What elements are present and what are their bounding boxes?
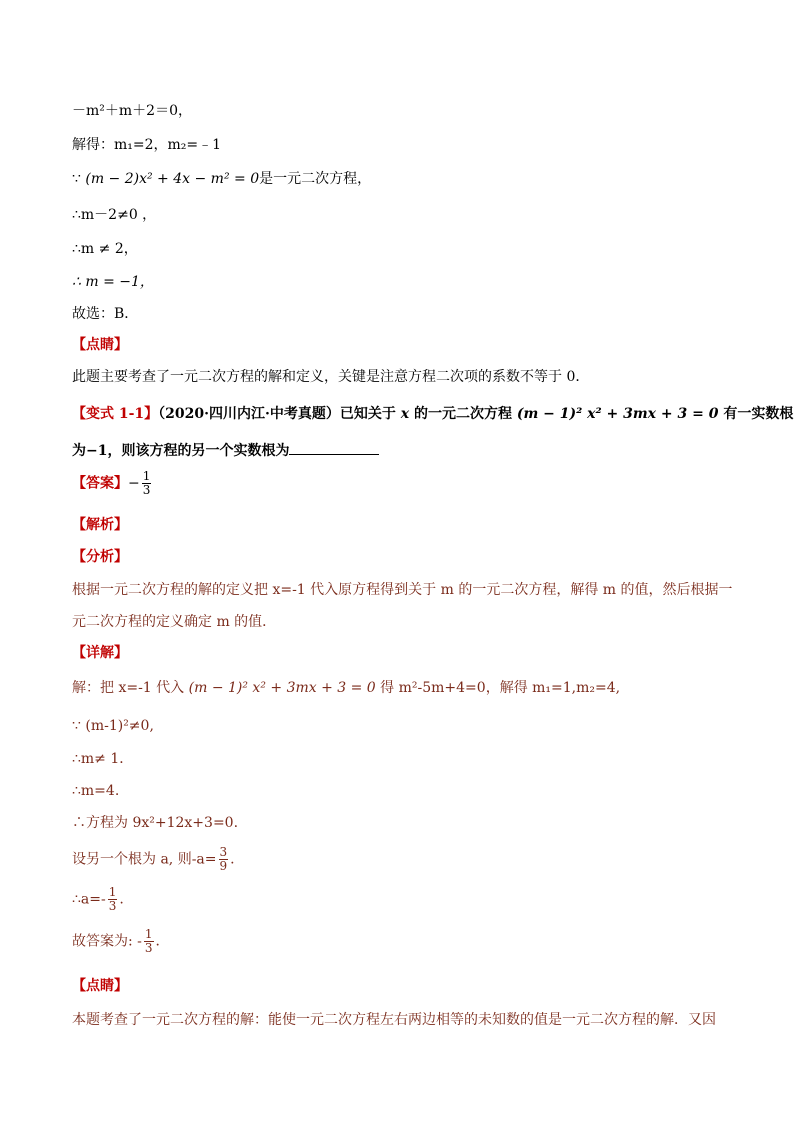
detail-line [72, 716, 732, 736]
text: 此题主要考查了一元二次方程的解和定义，关键是注意方程二次项的系数不等于 0． [72, 369, 590, 385]
detail-line [72, 886, 732, 913]
text: 得 m²-5m+4=0，解得 m₁=1,m₂=4, [375, 680, 621, 696]
detail-line [72, 846, 732, 873]
condition-line [72, 169, 732, 189]
comment-line [72, 1010, 732, 1030]
heading-text: 【分析】 [72, 549, 128, 565]
text: 有一实数根 [718, 406, 794, 422]
question-line [72, 404, 794, 424]
equation: (m − 1)² x² + 3mx + 3 = 0 [188, 680, 376, 696]
answer-blank [289, 440, 379, 455]
equation-line [72, 101, 732, 121]
section-heading [72, 976, 732, 996]
text: ∵ (m-1)²≠0, [72, 718, 154, 734]
text: 元二次方程的定义确定 m 的值． [72, 614, 277, 630]
answer-label: 【答案】 [72, 475, 128, 492]
text: 的一元二次方程 [409, 406, 517, 422]
equation: (m − 2)x² + 4x − m² = 0 [85, 171, 260, 187]
text: 故选：B． [72, 306, 139, 322]
text: 本题考查了一元二次方程的解：能使一元二次方程左右两边相等的未知数的值是一元二次方程的解．又因 [72, 1012, 716, 1028]
text: ∴ m = −1， [72, 274, 154, 290]
section-heading [72, 335, 732, 355]
answer-line [72, 470, 732, 497]
text: 设另一个根为 a, 则-a= [72, 851, 217, 868]
heading-text: 【解析】 [72, 517, 128, 533]
text: 是一元二次方程， [259, 171, 372, 187]
question-line [72, 440, 732, 461]
because-symbol: ∵ [72, 171, 86, 187]
text: 解：把 x=-1 代入 [72, 680, 189, 696]
text: 根据一元二次方程的解的定义把 x=-1 代入原方程得到关于 m 的一元二次方程，解得 m 的值，然后根据一 [72, 582, 733, 598]
text: . [119, 891, 124, 908]
fraction: $\frac{1}{3}$ [108, 885, 117, 913]
variable: x [400, 406, 410, 422]
text: ． [155, 933, 170, 950]
text: 解得：m₁=2，m₂=﹣1 [72, 137, 222, 153]
variant-label: 【变式 1-1】 [72, 406, 159, 422]
fraction: $\frac{1}{3}$ [142, 469, 151, 497]
detail-line [72, 928, 732, 955]
step-line [72, 272, 732, 292]
fraction: $\frac{1}{3}$ [144, 927, 153, 955]
heading-text: 【点睛】 [72, 978, 128, 994]
step-line [72, 239, 732, 259]
text: ∴a=- [72, 891, 106, 908]
text: 为−1，则该方程的另一个实数根为 [72, 443, 290, 459]
choice-line [72, 304, 732, 324]
detail-line [72, 678, 732, 698]
detail-line [72, 813, 732, 833]
fraction: $\frac{3}{9}$ [219, 845, 228, 873]
text: ∴m≠ 1． [72, 751, 134, 767]
section-heading [72, 643, 732, 663]
heading-text: 【详解】 [72, 645, 128, 661]
section-heading [72, 547, 732, 567]
text: 故答案为: - [72, 933, 142, 950]
equation: (m − 1)² x² + 3mx + 3 = 0 [516, 406, 719, 422]
text: ∴方程为 9x²+12x+3=0. [72, 815, 239, 831]
section-heading [72, 515, 732, 535]
analysis-line [72, 580, 732, 600]
heading-text: 【点睛】 [72, 337, 128, 353]
text: ∴m=4. [72, 783, 120, 799]
text: ∴m ≠ 2， [72, 241, 138, 257]
sign: − [128, 475, 140, 492]
text: －m²＋m＋2＝0， [72, 103, 192, 119]
text: . [230, 851, 235, 868]
step-line [72, 205, 732, 225]
detail-line [72, 749, 732, 769]
comment-line [72, 367, 732, 387]
solution-line [72, 135, 732, 155]
text: ∴m－2≠0 ， [72, 207, 157, 223]
analysis-line [72, 612, 732, 632]
detail-line [72, 781, 732, 801]
text: （2020·四川内江·中考真题）已知关于 [158, 406, 401, 422]
